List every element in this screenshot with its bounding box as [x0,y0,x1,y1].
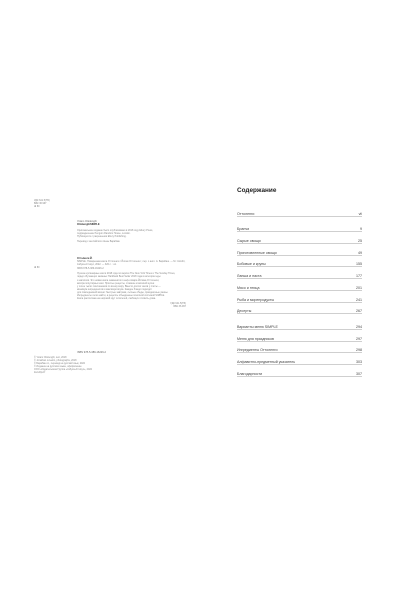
description-line: Ингредиенты легко найти, а рецепты объединены понятной системой SIMPLE. [77,294,165,298]
copyright-line: © Издание на русском языке, оформление [34,365,82,369]
toc-item-title: Лапша и паста [237,274,262,279]
edition-line: Публикуется с разрешения Ebury Publishing. [77,235,127,239]
edition-line: Оригинальное издание было опубликовано в 2018 году Ebury Press, [77,229,153,232]
toc-item[interactable] [237,267,362,279]
copyright-line: © Jonathan Lovekin, photographs, 2018 [34,359,77,363]
translator-line: Перевод с английского Анны Барабаш [77,240,120,243]
toc-item-title: Приготовленные овощи [237,250,277,255]
catalog-author: Оттоленги Й. [77,257,93,260]
catalog-isbn: ISBN 978-5-389-16226-2 [77,267,104,271]
toc-item-title: Мясо и птица [237,285,260,290]
udk-block [34,199,50,208]
toc-item-title: Бобовые и крупы [237,262,266,267]
description-line: для повседневной жизни: быстрые завтраки, сытные обеды, праздничные ужины. [77,290,169,294]
author-sign-line: Ш 80 [34,205,40,209]
toc-item-title: Рыба и морепродукты [237,297,275,302]
toc-item-page: 298 [356,348,362,353]
toc-item-page: 25 [358,239,362,244]
toc-item-page: 49 [358,250,362,255]
copyright-line: ООО «Издательская Группа «Азбука-Аттикус», 2022 [34,368,92,372]
toc-item-title: Варианты меню SIMPLE [237,324,278,329]
original-title: OttolenghiSIMPLE [77,223,100,227]
description-line: автора популярных книг. Простые рецепты, ставшие классикой кухни [77,281,155,285]
copyright-block [34,356,184,375]
toc-item[interactable] [237,353,362,365]
catalog-description [77,272,192,300]
toc-item-title: Десерты [237,309,252,314]
toc-item-page: 201 [356,285,362,290]
toc-item[interactable] [237,303,362,315]
catalog-code: Ш 80 [34,266,40,269]
isbn-line: ISBN 978-5-389-16226-2 [77,351,106,354]
toc-item-page: 294 [356,324,362,329]
toc-item-title: Благодарности [237,371,263,376]
description-line: и напитков. Это новая книга знаменитого шеф-повара Йотама Оттоленги, [77,278,160,282]
original-edition-note [77,229,192,238]
toc-item-title: Алфавитно-предметный указатель [237,359,296,364]
toc-item-page: 241 [356,297,362,302]
description-line: у сотен тысяч поклонников по всему миру. Вместо долгих часов у плиты — [77,284,161,288]
toc-item-page: vii [358,211,362,216]
toc-item[interactable] [237,232,362,244]
bbk-line: ББК 36.997 [34,202,47,206]
toc-item[interactable] [237,221,362,233]
toc-item[interactable] [237,205,362,217]
toc-item-title: Бранчи [237,227,250,232]
price-code-bbk: ББК 36.997 [173,305,186,309]
toc-item[interactable] [237,256,362,268]
toc-item[interactable] [237,279,362,291]
toc-item-page: 297 [356,336,362,341]
toc-item[interactable] [237,330,362,342]
toc-item-title: Ингредиенты Оттоленги [237,348,278,353]
table-of-contents [237,205,362,377]
description-line: Книга рассчитана на широкий круг читателей, любящих готовить дома. [77,297,156,301]
toc-item-page: 267 [356,309,362,314]
copyright-line: Колибри® [34,371,46,375]
catalog-title: SIMPLE. Поваренная книга Оттоленги / Йотам Оттоленги ; пер. с англ. А. Барабаш. — М.: КoLibri, Азбука-Аттикус, 2022. — 320 с. : ил. [77,260,186,267]
toc-item-title: Оттоленги [237,211,255,216]
udk-line: УДК 641.5(ТБ) [34,199,50,202]
price-code-udk: УДК 641.5(ТБ) [170,302,186,306]
toc-item-title: Сырые овощи [237,239,261,244]
toc-item[interactable] [237,342,362,354]
edition-line: подразделение Penguin Random House, London. [77,232,131,236]
toc-item-page: 155 [356,262,362,267]
catalog-body [77,257,192,308]
toc-item-page: 303 [356,359,362,364]
copyright-line: © Yotam Ottolenghi, text, 2018 [34,356,67,359]
original-author-block [77,220,192,227]
description-line: Лучшие кулинарные книги 2018 года по версии The New York Times и The Sunday Times, [77,272,176,276]
catalog-price-codes [77,302,192,308]
toc-item[interactable] [237,291,362,303]
copyright-line: © Барабаш А., перевод на русский язык, 2022 [34,362,86,366]
original-author: Yotam Ottolenghi [77,220,97,223]
toc-item-page: 307 [356,371,362,376]
toc-item-title: Меню для праздников [237,336,274,341]
contents-title: Содержание [237,187,277,194]
toc-item-page: 9 [360,227,362,232]
toc-item[interactable] [237,244,362,256]
description-line: минимум ингредиентов и максимум вкуса. Каждое блюдо подходит [77,287,152,291]
toc-item[interactable] [237,318,362,330]
toc-item-page: 177 [356,274,362,279]
description-line: лидер обучающих книжных Hardback Best Seller 2018 года в категории еды [77,275,161,279]
toc-item[interactable] [237,365,362,377]
